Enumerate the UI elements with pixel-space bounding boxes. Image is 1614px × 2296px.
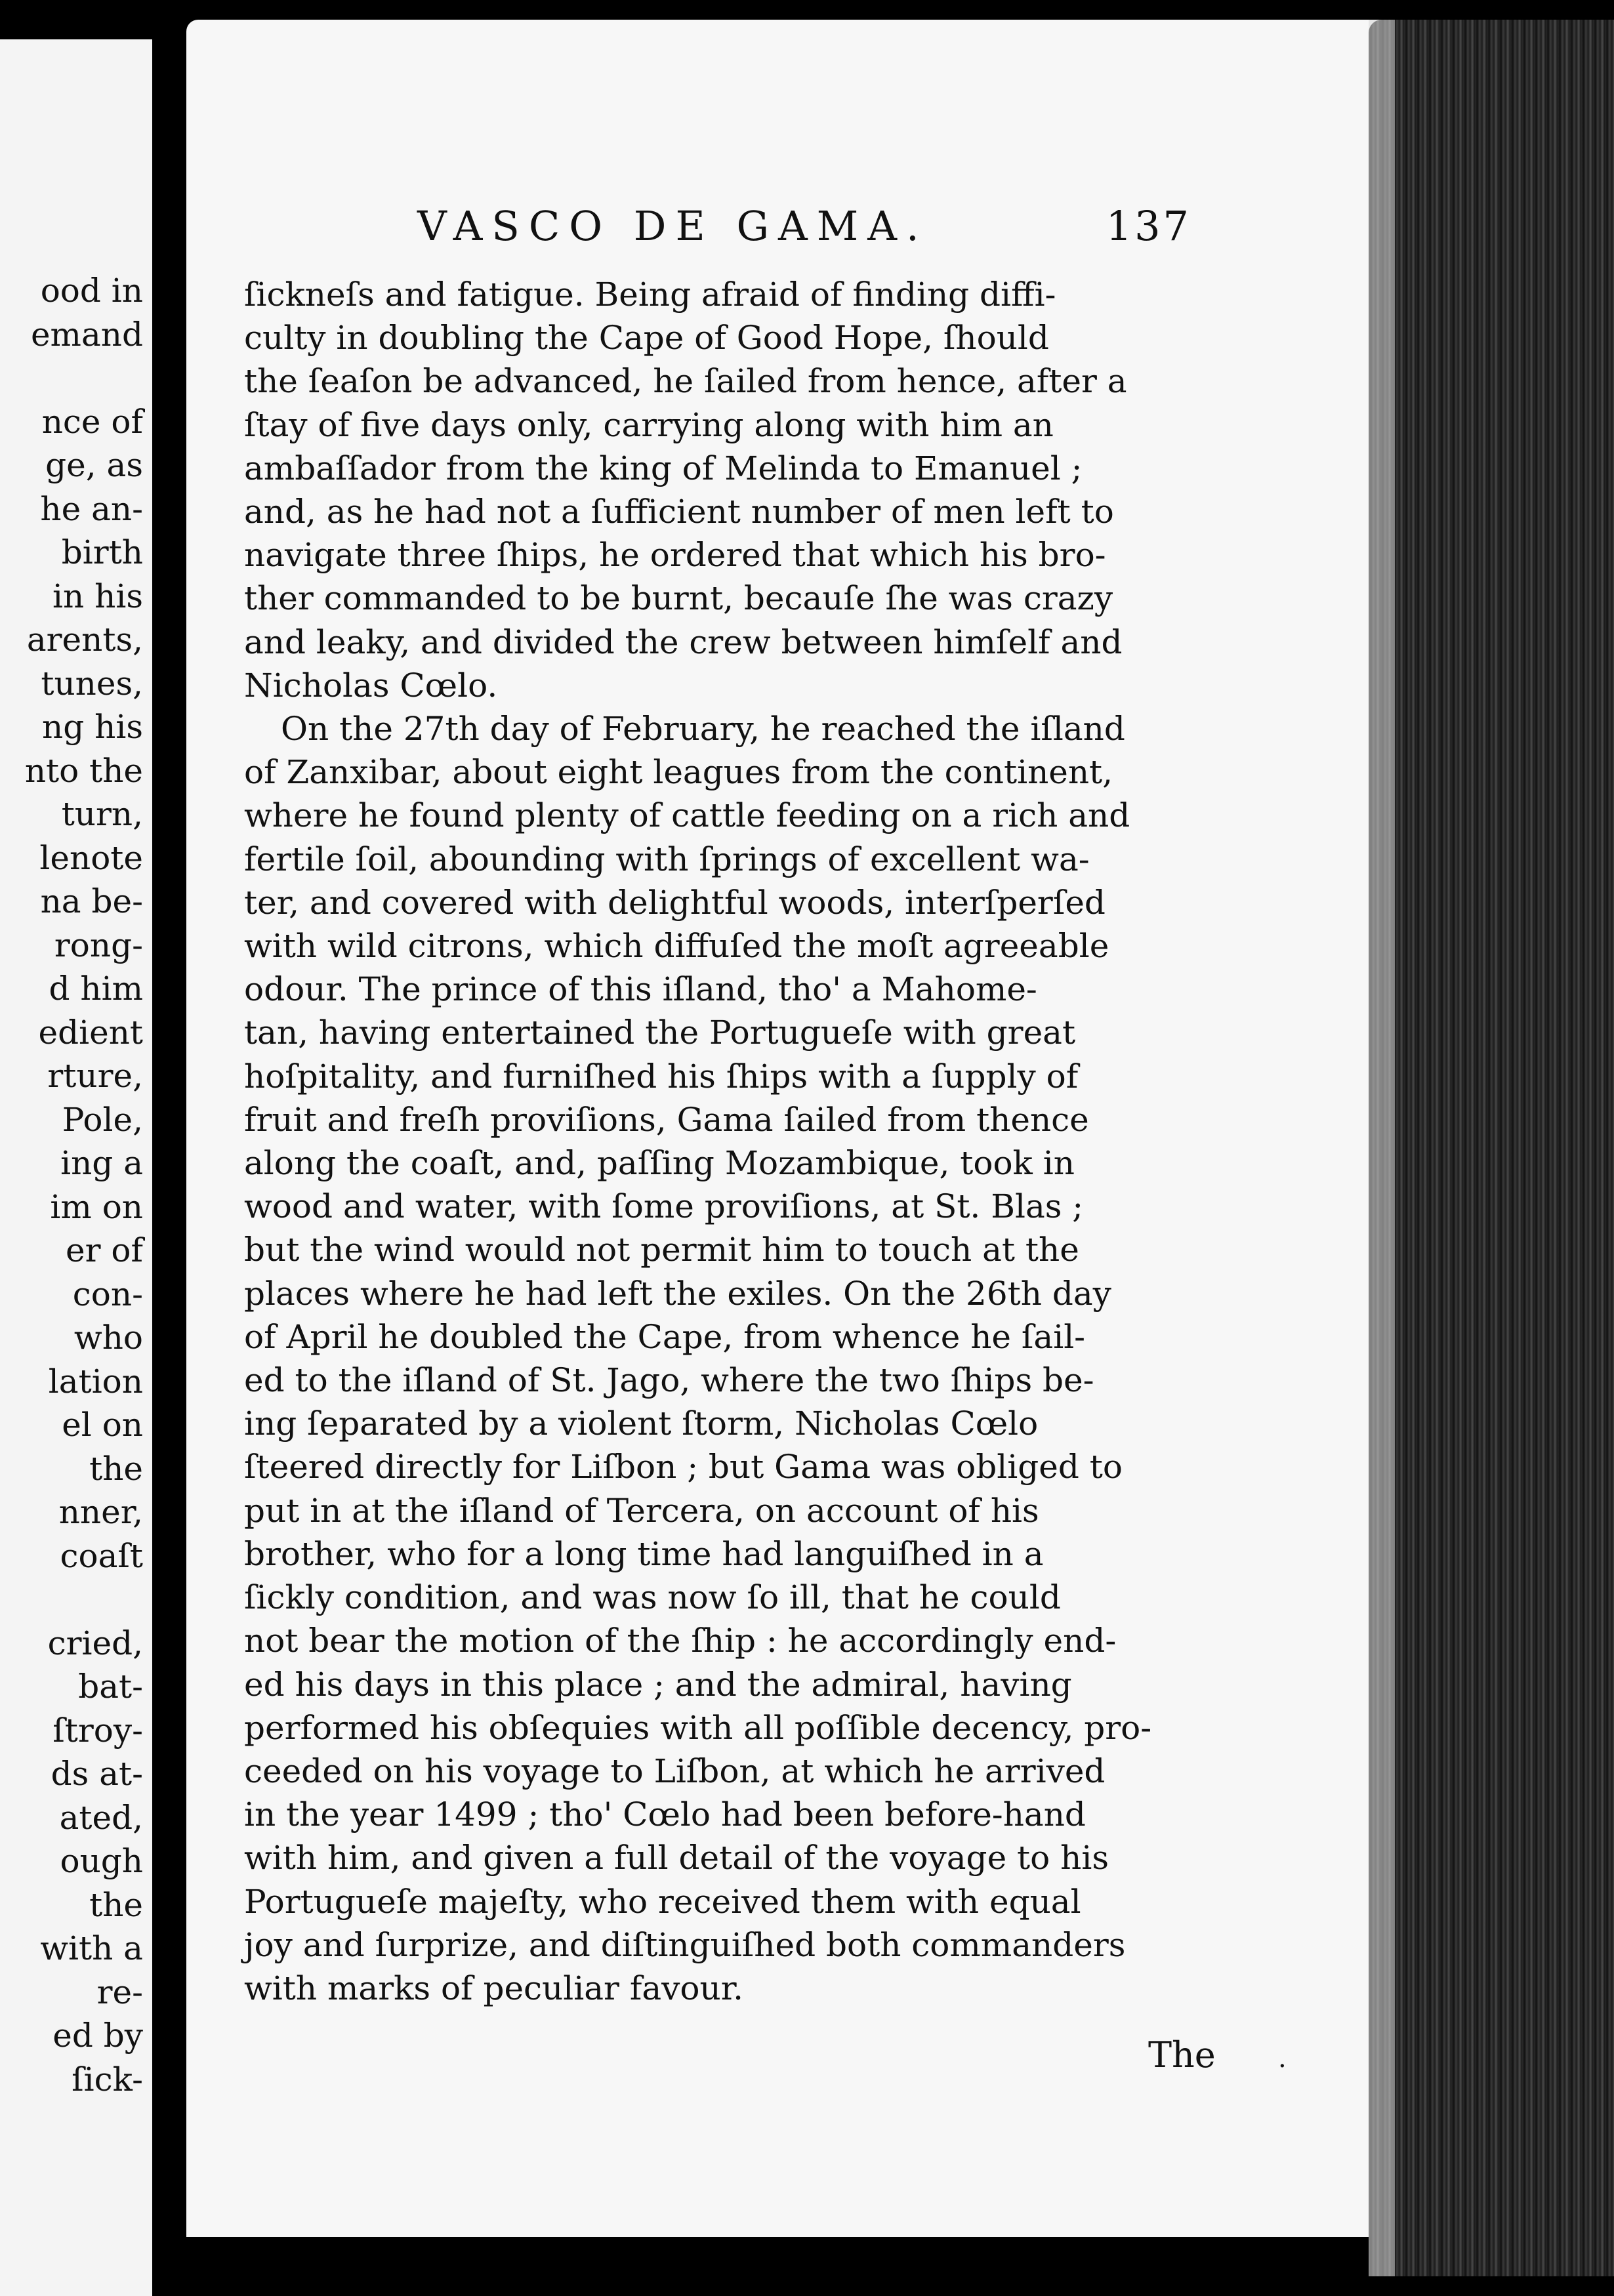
book-gutter bbox=[152, 0, 186, 2295]
page-number: 137 bbox=[1106, 202, 1191, 250]
stray-ink-mark: . bbox=[1278, 2043, 1287, 2074]
facing-page-text-fragments: ood in emand nce of ge, as he an- birth in his arents, tunes, ng his nto the turn, lenote na be- rong- d him edient rture, Pole, ing a im on er of con- who lation el on the nner, coaſt cried, bat- ſtroy- ds at- ated, ough the with a re- ed by ſick- bbox=[24, 272, 143, 2099]
facing-page bbox=[0, 39, 152, 2296]
paragraph: ſickneſs and fatigue. Being afraid of finding diffi- culty in doubling the Cape of Good Hope, ſhould the ſeaſon be advanced, he ſailed from hence, after a ſtay of five days only, carrying along with him an ambaſſador from the king of Melinda to Emanuel ; and, as he had not a ſufficient number of men left to navigate three ſhips, he ordered that which his bro- ther commanded to be burnt, becauſe ſhe was crazy and leaky, and divided the crew between himſelf and Nicholas Cœlo. bbox=[244, 276, 1127, 705]
running-title: VASCO DE GAMA. bbox=[417, 202, 928, 250]
catchword: The bbox=[1148, 2034, 1216, 2076]
page-edge-highlight bbox=[1369, 20, 1395, 2276]
page-block-edge bbox=[1369, 20, 1614, 2276]
page-header bbox=[417, 197, 1191, 256]
paragraph: On the 27th day of February, he reached the iſland of Zanxibar, about eight leagues from the continent, where he found plenty of cattle feeding on a rich and fertile ſoil, abounding with ſprings of excellent wa- ter, and covered with delightful woods, interſperſed with wild citrons, which diffuſed the moſt agreeable odour. The prince of this iſland, tho' a Mahome- tan, having entertained the Portugueſe with great hoſpitality, and furniſhed his ſhips with a ſupply of fruit and freſh proviſions, Gama ſailed from thence along the coaſt, and, paſſing Mozambique, took in wood and water, with ſome proviſions, at St. Blas ; but the wind would not permit him to touch at the places where he had left the exiles. On the 26th day of April he doubled the Cape, from whence he ſail- ed to the iſland of St. Jago, where the two ſhips be- ing ſeparated by a violent ſtorm, Nicholas Cœlo ſteered directly for Liſbon ; but Gama was obliged to put in at the iſland of Tercera, on account of his brother, who for a long time had languiſhed in a ſickly condition, and was now ſo ill, that he could not bear the motion of the ſhip : he accordingly end- ed his days in this place ; and the admiral, having performed his obſequies with all poſſible decency, pro- ceeded on his voyage to Liſbon, at which he arrived in the year 1499 ; tho' Cœlo had been before-hand with him, and given a full detail of the voyage to his Portugueſe majeſty, who received them with equal joy and ſurprize, and diſtinguiſhed both commanders with marks of peculiar favour. bbox=[244, 710, 1152, 2007]
body-text bbox=[244, 273, 1215, 2010]
